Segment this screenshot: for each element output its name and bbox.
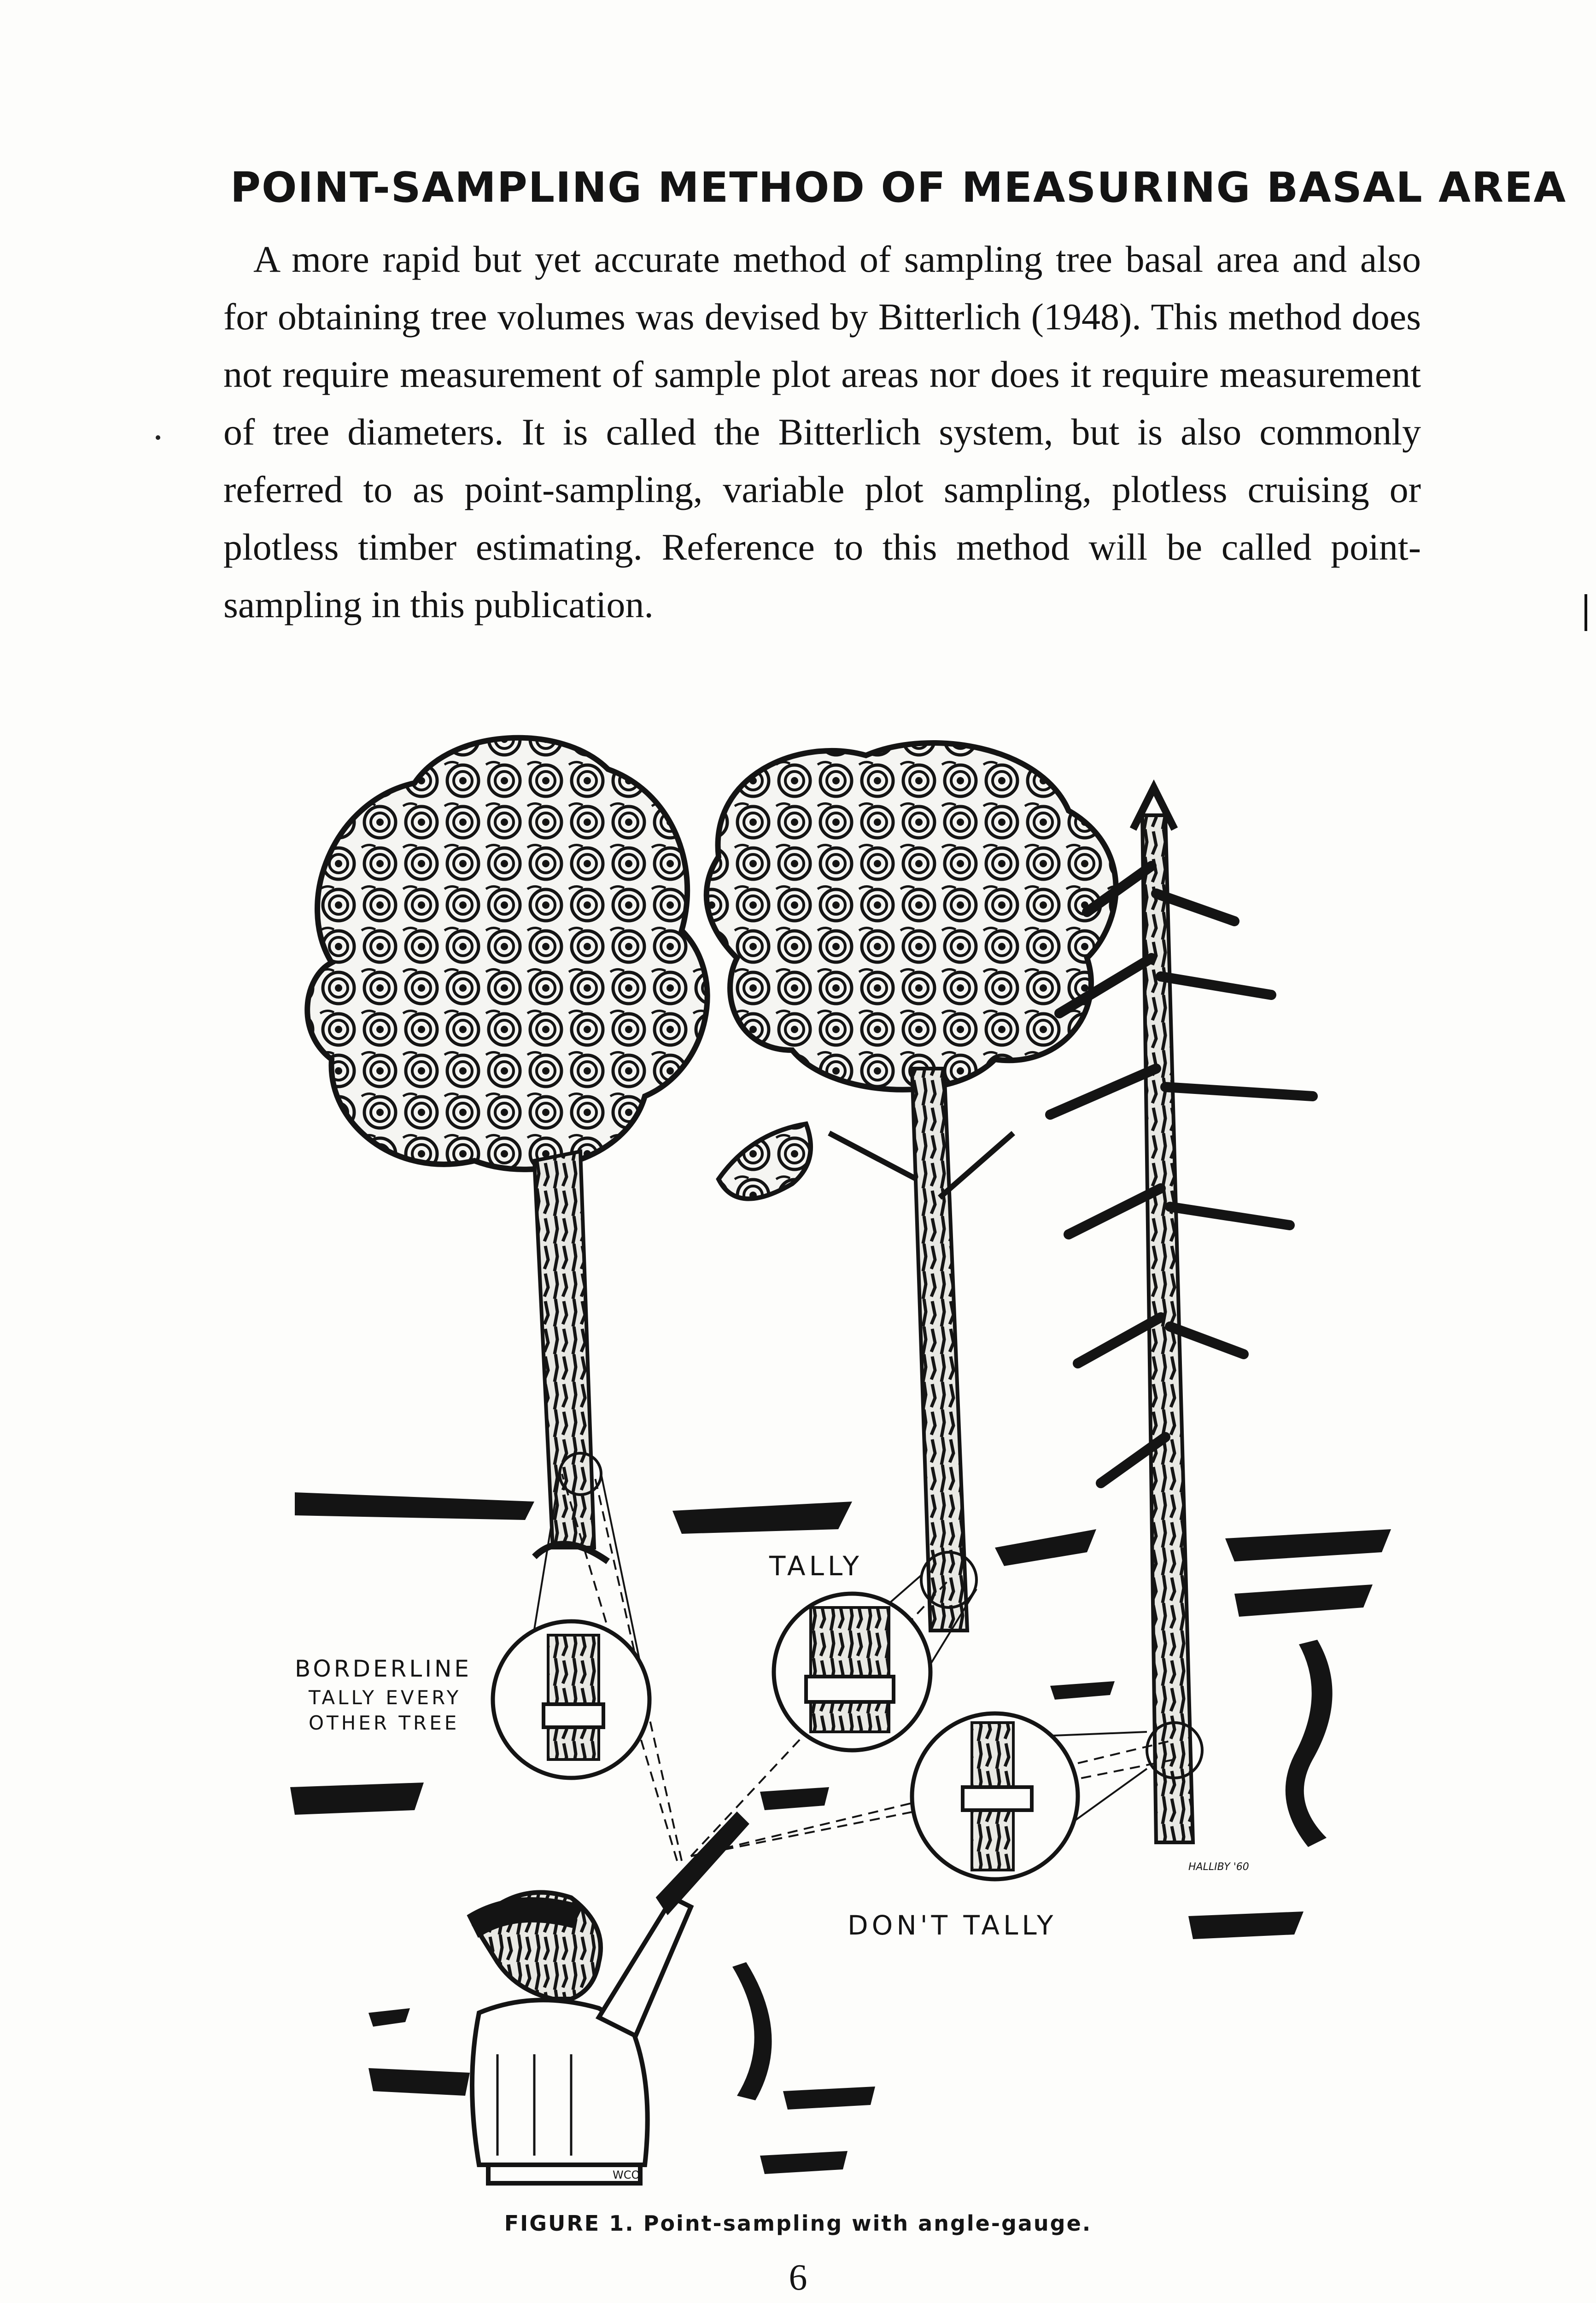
artist-initials: WCO <box>613 2169 640 2181</box>
label-dont-tally: DON'T TALLY <box>848 1910 1057 1941</box>
figure-caption: FIGURE 1. Point-sampling with angle-gauge. <box>504 2211 1092 2236</box>
figure-illustration <box>276 719 1405 2197</box>
page-number: 6 <box>789 2257 807 2298</box>
artist-signature: HALLIBY '60 <box>1188 1861 1249 1873</box>
tree-left <box>307 738 707 1561</box>
tree-middle <box>707 743 1116 1631</box>
label-other-tree: OTHER TREE <box>309 1712 460 1734</box>
point-sampling-illustration <box>276 719 1405 2197</box>
label-tally-every: TALLY EVERY <box>309 1686 462 1709</box>
scan-speck <box>156 435 160 440</box>
cruiser-figure <box>470 1815 746 2183</box>
body-paragraph: A more rapid but yet accurate method of sampling tree basal area and also for obtaining tree volumes was devised by Bitterlich (1948). This method does not require measurement of sample plot areas nor does it require measurement of tree diameters. It is called the Bitterlich system, but is also commonly referred to as point-sampling, variable plot sampling, plotless cruising or plotless timber estimating. Reference to this method will be called point-sampling in this publication. <box>223 238 1421 625</box>
label-tally: TALLY <box>769 1550 863 1582</box>
label-borderline: BORDERLINE <box>295 1655 472 1682</box>
scan-edge-mark <box>1584 594 1587 631</box>
page-heading: POINT-SAMPLING METHOD OF MEASURING BASAL AREA <box>230 164 1567 212</box>
